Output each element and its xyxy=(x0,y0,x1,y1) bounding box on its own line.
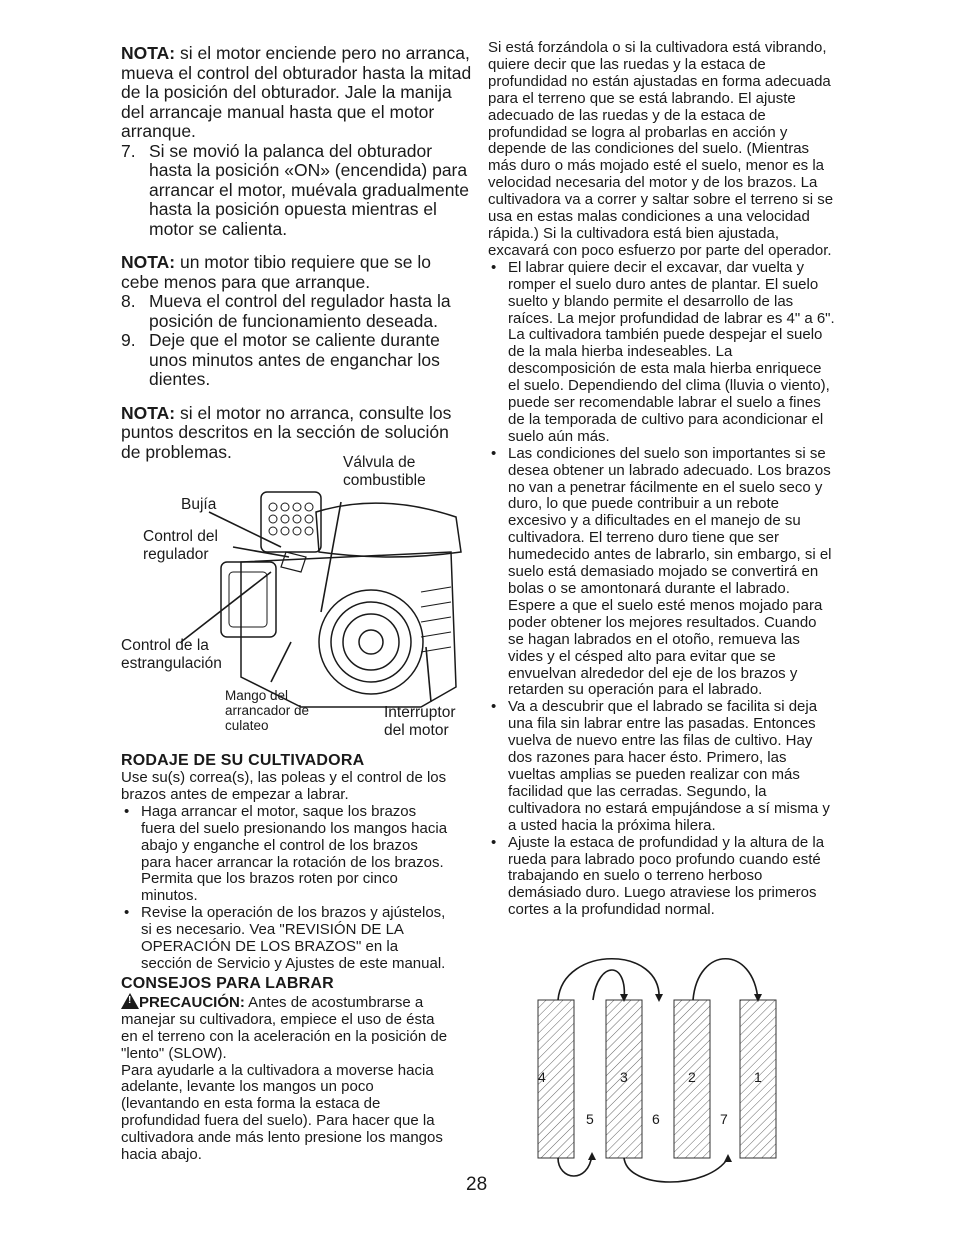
pass-number: 5 xyxy=(586,1111,594,1127)
bullet-item xyxy=(121,804,451,905)
nota-paragraph xyxy=(121,253,473,292)
section-heading: CONSEJOS PARA LABRAR xyxy=(121,974,334,992)
bullet-dot: • xyxy=(491,698,497,716)
bullet-item xyxy=(488,446,835,700)
bullet-item xyxy=(121,905,451,973)
bullet-dot: • xyxy=(491,833,497,851)
recoil-starter-shape xyxy=(319,590,423,694)
nota-text: un motor tibio requiere que se lo cebe menos para que arranque. xyxy=(121,252,431,292)
pass-number: 6 xyxy=(652,1111,660,1127)
step-number: 9. xyxy=(121,330,136,350)
right-column xyxy=(488,40,835,919)
warning-icon xyxy=(121,993,139,1009)
step-number: 7. xyxy=(121,140,136,161)
step-item xyxy=(121,292,473,331)
precaucion-label: PRECAUCIÓN: xyxy=(139,993,245,1011)
bullet-item xyxy=(488,835,835,920)
label-line: Control de la xyxy=(121,637,209,654)
label-line: Mango del xyxy=(225,688,289,703)
label-regulador xyxy=(143,528,218,563)
bullet-dot: • xyxy=(124,904,130,922)
nota-paragraph xyxy=(121,44,473,142)
bullet-text: Ajuste la estaca de profundidad y la altura de la rueda para labrado poco profundo cuando esté trabajando en suelo o terreno herboso demásiado duro. Luego atraviese los primeros cortes a la profundidad normal. xyxy=(508,833,825,919)
row-number: 1 xyxy=(754,1069,762,1085)
right-intro: Si está forzándola o si la cultivadora está vibrando, quiere decir que las ruedas y la estaca de profundidad no están ajustadas en forma adecuada para el terreno que se está labrando. El ajuste adecuado de las ruedas y de la estaca de profundidad se logra al probarlas en acción y depende de las condiciones del suelo. (Mientras más duro o más mojado esté el suelo, menor es la velocidad necesaria del motor y de los brazos. La cultivadora va a correr y saltar sobre el terreno si se usa en estas malas condiciones a una velocidad rápida.) Si la cultivadora está bien ajustada, excavará con poco esfuerzo por parte del operador. xyxy=(488,39,834,259)
nota-text: si el motor enciende pero no arranca, mueva el control del obturador hasta la mitad de la posición del obturador. Jale la manija del arrancaje manual hasta que el motor arranque. xyxy=(121,43,472,141)
nota-label: NOTA: xyxy=(121,43,176,63)
label-line: Control del xyxy=(143,528,218,545)
label-bujia: Bujía xyxy=(181,496,217,513)
bullet-text: Haga arrancar el motor, saque los brazos fuera del suelo presionando los mangos hacia abajo y enganche el control de los brazos para hacer arrancar la rotación de los brazos. Permita que los brazos roten por cinco minutos. xyxy=(141,802,448,905)
steps-list xyxy=(121,142,473,240)
label-line: Interruptor xyxy=(384,704,456,721)
label-line: estrangulación xyxy=(121,654,222,672)
bullet-text: Las condiciones del suelo son importantes si se desea obtener un labrado adecuado. Los brazos no van a penetrar fácilmente en el suelo seco y duro, lo que puede contribuir a un rebote excesivo y a dificultades en el manejo de su cultivadora. El terreno duro tiene que ser humedecido antes de labrarlo, sin embargo, si el suelo está demasiado mojado se convertirá en bolas o se amontonará durante el labrado. Espere a que el suelo esté menos mojado para poder obtener los mejores resultados. Cuando se hagan labrados en el otoño, remueva las vides y el césped alto para evitar que se envuelvan alrededor del eje de los brazos y retarden su operación para el labrado. xyxy=(508,444,832,699)
consejos-paragraph: Para ayudarle a la cultivadora a moverse hacia adelante, levante los mangos un poco (levantando en esta forma la estaca de profundidad fuera del suelo). Para hacer que la cultivadora ande más lento presione los mangos hacia abajo. xyxy=(121,1061,443,1164)
step-text: Deje que el motor se caliente durante unos minutos antes de enganchar los dientes. xyxy=(149,330,440,389)
leader-lines xyxy=(181,502,431,702)
step-item xyxy=(121,142,473,240)
nota-text: si el motor no arranca, consulte los puntos descritos en la sección de solución de problemas. xyxy=(121,402,452,462)
rodaje-section xyxy=(121,752,451,1164)
right-bullets xyxy=(488,260,835,919)
rodaje-bullets xyxy=(121,804,451,973)
arc-bottom-middle xyxy=(624,1158,728,1182)
left-column xyxy=(121,44,473,476)
path-arcs xyxy=(558,959,758,1182)
tilling-pattern-svg xyxy=(528,950,790,1185)
arc-top-left xyxy=(558,959,659,1000)
nota-label: NOTA: xyxy=(121,402,176,423)
step-item xyxy=(121,331,473,390)
step-text: Mueva el control del regulador hasta la posición de funcionamiento deseada. xyxy=(149,291,451,331)
nota-label: NOTA: xyxy=(121,252,176,272)
arc-top-right xyxy=(693,959,758,1000)
label-line: Válvula de xyxy=(343,454,416,471)
label-line: regulador xyxy=(143,545,209,563)
rodaje-intro: Use su(s) correa(s), las poleas y el control de los brazos antes de empezar a labrar. xyxy=(121,769,447,803)
row-number: 2 xyxy=(688,1069,696,1085)
row-number: 3 xyxy=(620,1069,628,1085)
row-number: 4 xyxy=(538,1069,546,1085)
label-estrangulacion xyxy=(121,637,222,672)
precaucion-text: Antes de acostumbrarse a manejar su cultivadora, empiece el uso de ésta en el terreno con la aceleración en la posición de "lento" (SLOW). xyxy=(121,993,448,1062)
engine-figure xyxy=(121,452,473,742)
steps-list xyxy=(121,292,473,390)
bullet-item xyxy=(488,260,835,446)
label-line: combustible xyxy=(343,471,426,489)
label-line: culateo xyxy=(225,718,269,733)
label-valvula xyxy=(343,454,426,489)
label-interruptor xyxy=(384,704,456,739)
section-heading: RODAJE DE SU CULTIVADORA xyxy=(121,752,365,769)
tilling-pattern-figure xyxy=(528,950,790,1185)
bullet-text: El labrar quiere decir el excavar, dar vuelta y romper el suelo duro antes de plantar. El suelo suelto y blando permite el desarrollo de las raíces. La mejor profundidad de labrar es 4" a 6". La cultivadora también puede despejar el suelo de la mala hierba indeseables. La descomposición de esta mala hierba enriquece el suelo. Dependiendo del clima (lluvia o viento), puede ser recomendable labrar el suelo a fines de la temporada de cultivo para acondicionar el suelo aún más. xyxy=(508,258,835,445)
label-mango xyxy=(225,688,309,733)
bullet-dot: • xyxy=(491,258,497,276)
engine-body-shape xyxy=(241,552,456,707)
bullet-item xyxy=(488,699,835,834)
precaucion-paragraph xyxy=(121,993,451,1063)
label-line: del motor xyxy=(384,721,449,739)
step-text: Si se movió la palanca del obturador hasta la posición «ON» (encendida) para arrancar el motor, muévala gradualmente hasta la posición opuesta mientras el motor se calienta. xyxy=(149,140,470,239)
label-line: arrancador de xyxy=(225,703,310,718)
fuel-tank-shape xyxy=(316,503,461,557)
bullet-dot: • xyxy=(124,802,130,820)
step-number: 8. xyxy=(121,291,136,311)
pass-number: 7 xyxy=(720,1111,728,1127)
page-number: 28 xyxy=(466,1174,488,1195)
bullet-text: Va a descubrir que el labrado se facilita si deja una fila sin labrar entre las pasadas. Entonces vuelva de nuevo entre las filas de cultivo. Hay dos razones para hacer ésto. Primero, las vueltas amplias se pueden realizar con más facilidad que las cerradas. Segundo, la cultivadora no estará empujándose a sí misma y a usted hacia la próxima hilera. xyxy=(508,698,830,834)
bullet-dot: • xyxy=(491,444,497,462)
bullet-text: Revise la operación de los brazos y ajústelos, si es necesario. Vea "REVISIÓN DE LA OPERACIÓN DE LOS BRAZOS" en la sección de Servicio y Ajustes de este manual. xyxy=(141,904,446,972)
